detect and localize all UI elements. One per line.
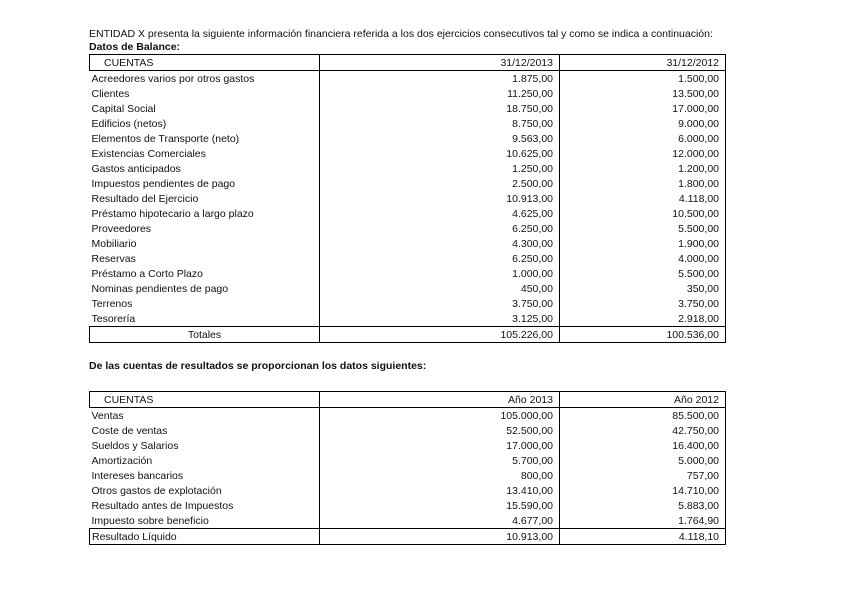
table-row (90, 236, 726, 251)
row-value-current: 17.000,00 (320, 438, 560, 453)
results-totals-2013: 10.913,00 (320, 529, 560, 545)
table-row (90, 221, 726, 236)
results-table-body (90, 408, 726, 529)
balance-header-row (90, 55, 726, 71)
table-row (90, 206, 726, 221)
row-value-previous: 42.750,00 (560, 423, 726, 438)
row-account-name: Tesorería (90, 311, 320, 327)
row-value-current: 1.250,00 (320, 161, 560, 176)
table-row (90, 311, 726, 327)
table-row (90, 483, 726, 498)
row-value-current: 10.625,00 (320, 146, 560, 161)
row-value-previous: 1.200,00 (560, 161, 726, 176)
table-row (90, 513, 726, 529)
row-value-previous: 5.500,00 (560, 221, 726, 236)
row-account-name: Coste de ventas (91, 424, 168, 437)
row-value-current: 9.563,00 (320, 131, 560, 146)
table-row (90, 116, 726, 131)
results-totals-row (90, 529, 726, 545)
row-value-previous: 85.500,00 (560, 408, 726, 424)
table-row (90, 408, 726, 424)
table-row (90, 176, 726, 191)
row-value-previous: 9.000,00 (560, 116, 726, 131)
results-header-cuentas: CUENTAS (90, 392, 320, 408)
table-row (90, 498, 726, 513)
table-row (90, 423, 726, 438)
row-value-current: 13.410,00 (320, 483, 560, 498)
table-row (90, 266, 726, 281)
row-account-name: Intereses bancarios (91, 469, 184, 482)
row-value-previous: 3.750,00 (560, 296, 726, 311)
balance-totals-row (90, 327, 726, 343)
balance-totals-label: Totales (90, 327, 320, 343)
row-value-previous: 13.500,00 (560, 86, 726, 101)
row-value-previous: 12.000,00 (560, 146, 726, 161)
results-totals-2012: 4.118,10 (560, 529, 726, 545)
row-value-previous: 14.710,00 (560, 483, 726, 498)
row-account-name: Sueldos y Salarios (91, 439, 179, 452)
row-account-name: Clientes (91, 87, 130, 100)
row-account-name: Resultado del Ejercicio (91, 192, 199, 205)
row-value-current: 450,00 (320, 281, 560, 296)
results-header-row (90, 392, 726, 408)
row-account-name: Otros gastos de explotación (91, 484, 222, 497)
row-account-name: Existencias Comerciales (91, 147, 206, 160)
row-value-current: 18.750,00 (320, 101, 560, 116)
row-value-current: 4.625,00 (320, 206, 560, 221)
balance-table (89, 54, 726, 343)
row-account-name: Préstamo a Corto Plazo (91, 267, 203, 280)
document-page (89, 28, 729, 545)
results-header-2013: Año 2013 (320, 392, 560, 408)
row-value-previous: 4.118,00 (560, 191, 726, 206)
row-value-previous: 17.000,00 (560, 101, 726, 116)
row-value-previous: 5.000,00 (560, 453, 726, 468)
row-value-previous: 1.764,90 (560, 513, 726, 529)
row-account-name: Impuesto sobre beneficio (90, 513, 320, 529)
balance-totals-2012: 100.536,00 (560, 327, 726, 343)
row-value-current: 10.913,00 (320, 191, 560, 206)
table-row (90, 296, 726, 311)
row-account-name: Acreedores varios por otros gastos (91, 72, 255, 85)
table-row (90, 191, 726, 206)
results-table (89, 391, 726, 545)
row-value-previous: 6.000,00 (560, 131, 726, 146)
row-value-current: 3.750,00 (320, 296, 560, 311)
row-value-previous: 4.000,00 (560, 251, 726, 266)
balance-header-2013: 31/12/2013 (320, 55, 560, 71)
row-value-current: 1.875,00 (320, 71, 560, 87)
results-totals-label: Resultado Líquido (90, 529, 320, 545)
row-value-current: 6.250,00 (320, 221, 560, 236)
balance-header-2012: 31/12/2012 (560, 55, 726, 71)
balance-header-cuentas: CUENTAS (90, 55, 320, 71)
row-value-previous: 1.800,00 (560, 176, 726, 191)
row-value-current: 8.750,00 (320, 116, 560, 131)
row-value-previous: 10.500,00 (560, 206, 726, 221)
row-value-previous: 757,00 (560, 468, 726, 483)
table-row (90, 453, 726, 468)
table-row (90, 281, 726, 296)
row-account-name: Resultado antes de Impuestos (91, 499, 234, 512)
row-account-name: Reservas (91, 252, 136, 265)
row-value-current: 105.000,00 (320, 408, 560, 424)
row-account-name: Elementos de Transporte (neto) (91, 132, 240, 145)
row-account-name: Gastos anticipados (91, 162, 181, 175)
row-value-previous: 16.400,00 (560, 438, 726, 453)
row-value-current: 4.677,00 (320, 513, 560, 529)
row-value-previous: 2.918,00 (560, 311, 726, 327)
row-value-current: 1.000,00 (320, 266, 560, 281)
row-value-current: 15.590,00 (320, 498, 560, 513)
row-account-name: Préstamo hipotecario a largo plazo (91, 207, 254, 220)
intro-paragraph: ENTIDAD X presenta la siguiente información financiera referida a los dos ejercicios consecutivos tal y como se indica a continuación: (89, 28, 713, 40)
row-value-current: 6.250,00 (320, 251, 560, 266)
results-header-2012: Año 2012 (560, 392, 726, 408)
row-value-current: 52.500,00 (320, 423, 560, 438)
row-value-previous: 1.900,00 (560, 236, 726, 251)
balance-totals-2013: 105.226,00 (320, 327, 560, 343)
row-value-current: 5.700,00 (320, 453, 560, 468)
spacer (89, 343, 729, 360)
row-account-name: Proveedores (91, 222, 152, 235)
row-value-current: 800,00 (320, 468, 560, 483)
row-value-current: 2.500,00 (320, 176, 560, 191)
table-row (90, 161, 726, 176)
row-account-name: Edificios (netos) (91, 117, 167, 130)
balance-table-body (90, 71, 726, 327)
table-row (90, 86, 726, 101)
row-value-previous: 350,00 (560, 281, 726, 296)
row-account-name: Capital Social (91, 102, 156, 115)
table-row (90, 251, 726, 266)
table-row (90, 468, 726, 483)
row-account-name: Impuestos pendientes de pago (91, 177, 236, 190)
table-row (90, 438, 726, 453)
row-value-current: 4.300,00 (320, 236, 560, 251)
row-value-current: 11.250,00 (320, 86, 560, 101)
row-account-name: Terrenos (91, 297, 133, 310)
table-row (90, 101, 726, 116)
spacer (89, 373, 729, 391)
results-section-title: De las cuentas de resultados se proporcionan los datos siguientes: (89, 360, 427, 372)
row-account-name: Amortización (91, 454, 153, 467)
row-value-previous: 5.883,00 (560, 498, 726, 513)
row-account-name: Ventas (91, 409, 124, 422)
table-row (90, 71, 726, 87)
row-value-previous: 5.500,00 (560, 266, 726, 281)
row-value-current: 3.125,00 (320, 311, 560, 327)
table-row (90, 131, 726, 146)
balance-section-title: Datos de Balance: (89, 41, 181, 53)
table-row (90, 146, 726, 161)
row-account-name: Nominas pendientes de pago (91, 282, 229, 295)
row-value-previous: 1.500,00 (560, 71, 726, 87)
row-account-name: Mobiliario (91, 237, 137, 250)
